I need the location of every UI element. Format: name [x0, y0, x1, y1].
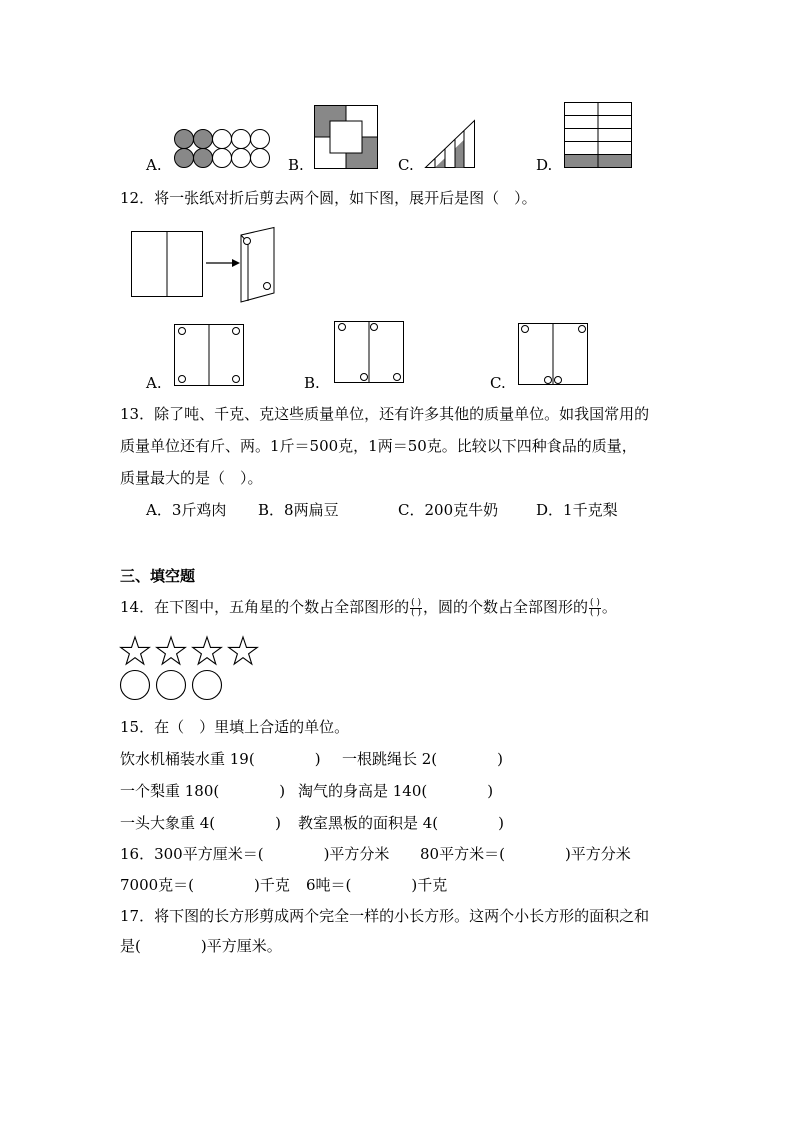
q15-line2b: 淘气的身高是 140( ) — [298, 782, 494, 800]
q13-option-b: B．8两扁豆 — [258, 501, 339, 519]
q14-fraction-circles: $\frac{( )}{( )}$ — [590, 597, 600, 618]
q13-option-d: D．1千克梨 — [536, 501, 618, 519]
q16-line2a: 7000克＝( )千克 — [120, 876, 290, 894]
q12-text: 12．将一张纸对折后剪去两个圆，如下图，展开后是图（ ）。 — [120, 189, 537, 207]
q11-option-b-label: B. — [288, 156, 304, 174]
q14-fraction-stars: $\frac{( )}{( )}$ — [411, 597, 421, 618]
q16-line1b: 80平方米＝( )平方分米 — [420, 845, 631, 863]
q16-line1a: 16．300平方厘米＝( )平方分米 — [120, 845, 390, 863]
q13-option-a: A．3斤鸡肉 — [146, 501, 227, 519]
q14-text: 14．在下图中，五角星的个数占全部图形的 $\frac{( )}{( )}$ ，圆的个数占全部图形的 $\frac{( )}{( )}$ 。 — [120, 597, 617, 618]
q11-option-a-label: A. — [146, 156, 162, 174]
q12-option-c-label: C. — [490, 374, 506, 392]
q12-option-b-figure — [334, 321, 404, 383]
q12-option-a-figure — [174, 324, 244, 386]
q11-option-d-grid — [564, 102, 632, 168]
q15-line1a: 饮水机桶装水重 19( ) — [120, 750, 321, 768]
q11-option-a-circles — [174, 128, 270, 170]
q13-line2: 质量单位还有斤、两。1斤＝500克，1两＝50克。比较以下四种食品的质量， — [120, 437, 637, 455]
q12-option-c-figure — [518, 323, 588, 385]
q13-line1: 13．除了吨、千克、克这些质量单位，还有许多其他的质量单位。如我国常用的 — [120, 405, 650, 423]
q15-line3b: 教室黑板的面积是 4( ) — [298, 814, 505, 832]
q15-line2a: 一个梨重 180( ) — [120, 782, 286, 800]
q15-line3a: 一头大象重 4( ) — [120, 814, 282, 832]
q13-option-c: C．200克牛奶 — [398, 501, 499, 519]
q15-title: 15．在（ ）里填上合适的单位。 — [120, 718, 350, 736]
q12-option-a-label: A. — [146, 374, 162, 392]
q16-line2b: 6吨＝( )千克 — [306, 876, 448, 894]
q11-option-c-label: C. — [398, 156, 414, 174]
q11-option-b-squares — [314, 105, 378, 169]
q12-paper-folded — [238, 227, 278, 303]
section-title: 三、填空题 — [120, 567, 196, 585]
q17-line1: 17．将下图的长方形剪成两个完全一样的小长方形。这两个小长方形的面积之和 — [120, 907, 650, 925]
q15-line1b: 一根跳绳长 2( ) — [342, 750, 504, 768]
q11-option-d-label: D. — [536, 156, 553, 174]
q13-line3: 质量最大的是（ ）。 — [120, 469, 263, 487]
q17-line2: 是( )平方厘米。 — [120, 937, 282, 955]
q12-paper-unfolded — [131, 231, 203, 297]
q12-option-b-label: B. — [304, 374, 320, 392]
arrow-icon — [206, 257, 240, 269]
q14-stars — [118, 635, 264, 669]
q14-circles — [120, 670, 224, 702]
q11-option-c-triangle — [425, 120, 475, 168]
